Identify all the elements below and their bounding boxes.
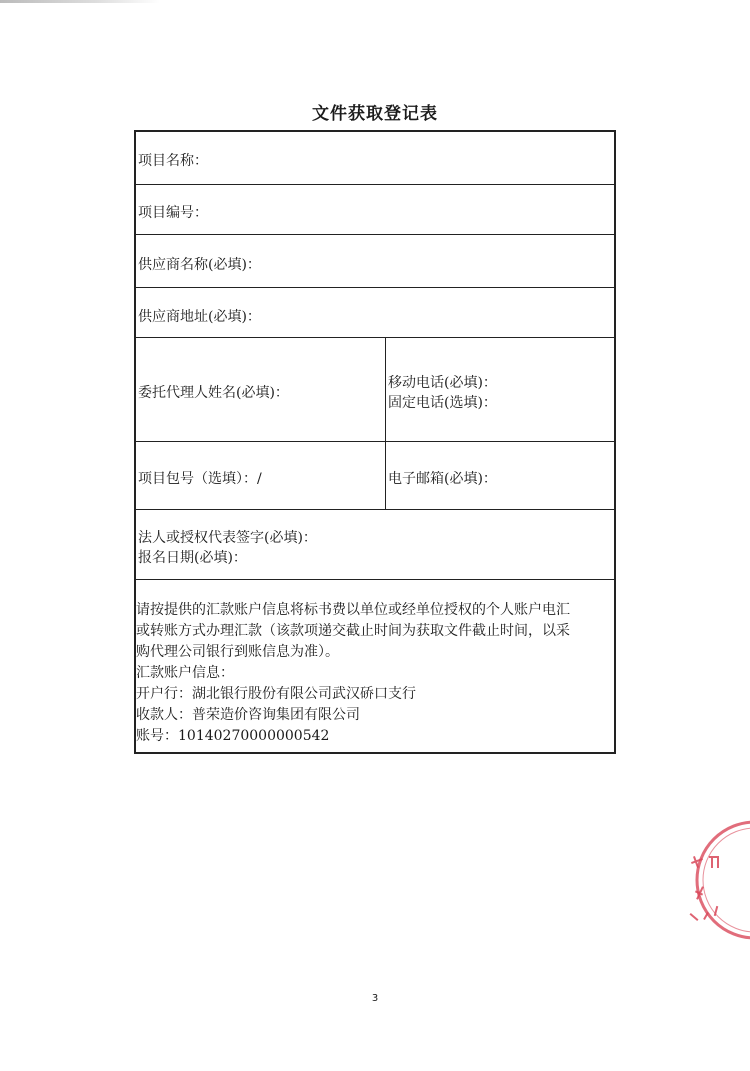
row-project-number: [136, 185, 614, 235]
red-seal-stamp: [675, 820, 750, 940]
project-number-label: 项目编号：: [138, 205, 208, 221]
page-title: 文件获取登记表: [312, 104, 438, 124]
scan-edge-mark: [0, 0, 160, 3]
agent-name-label: 委托代理人姓名(必填)：: [138, 385, 289, 401]
row-project-name: [136, 132, 614, 185]
payment-line: 或转账方式办理汇款（该款项递交截止时间为获取文件截止时间，以采: [136, 623, 570, 639]
supplier-address-label: 供应商地址(必填)：: [138, 309, 261, 325]
supplier-name-label: 供应商名称(必填)：: [138, 257, 261, 273]
row-supplier-address: [136, 288, 614, 338]
payment-line: 购代理公司银行到账信息为准）。: [136, 644, 339, 660]
bank-line: 开户行：湖北银行股份有限公司武汉硚口支行: [136, 686, 416, 702]
registration-date-label: 报名日期(必填)：: [138, 550, 247, 566]
payment-instructions: [136, 600, 616, 747]
email-label: 电子邮箱(必填)：: [388, 471, 497, 487]
landline-phone-label: 固定电话(选填)：: [388, 395, 497, 411]
row-supplier-name: [136, 235, 614, 288]
page-number: 3: [371, 993, 379, 1004]
seal-graphic: [675, 820, 750, 940]
phone-cell: [386, 338, 614, 441]
row-agent-contact: [136, 338, 614, 442]
project-name-label: 项目名称：: [138, 153, 208, 169]
registration-form-table: [134, 130, 616, 754]
legal-signature-label: 法人或授权代表签字(必填)：: [138, 530, 317, 546]
account-number-line: 账号：10140270000000542: [136, 728, 330, 744]
package-number-cell: [136, 442, 386, 509]
row-signature-date: [136, 510, 614, 580]
account-info-title: 汇款账户信息：: [136, 665, 234, 681]
payee-line: 收款人：普荣造价咨询集团有限公司: [136, 707, 360, 723]
mobile-phone-label: 移动电话(必填)：: [388, 375, 497, 391]
row-package-email: [136, 442, 614, 510]
email-cell: [386, 442, 614, 509]
package-number-label: 项目包号（选填）：/: [138, 471, 262, 487]
row-payment-info: [136, 580, 614, 752]
agent-name-cell: [136, 338, 386, 441]
payment-line: 请按提供的汇款账户信息将标书费以单位或经单位授权的个人账户电汇: [136, 602, 570, 618]
